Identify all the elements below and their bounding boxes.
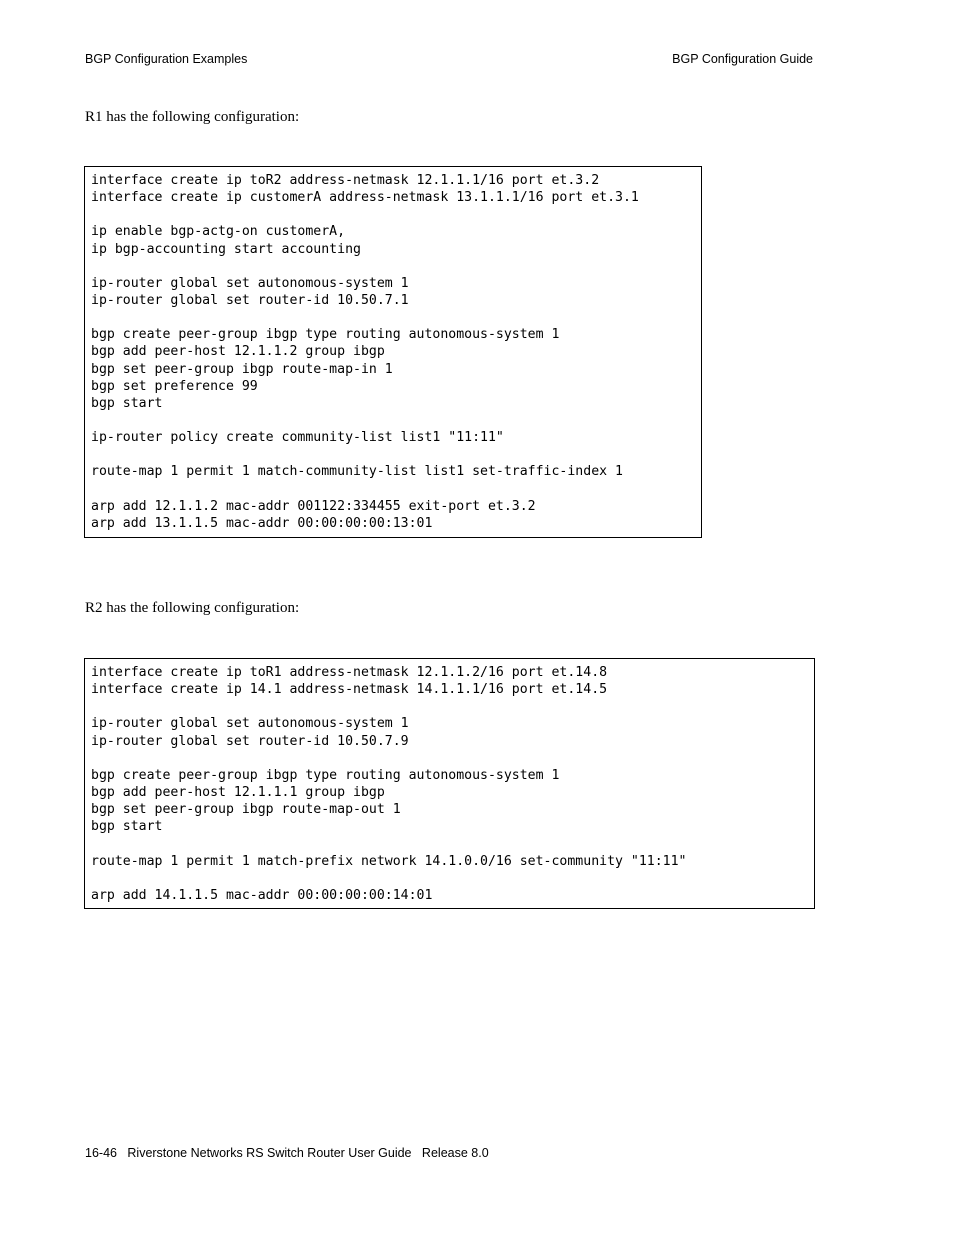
code-line: route-map 1 permit 1 match-community-list list1 set-traffic-index 1	[91, 464, 623, 480]
r1-config-code-block	[84, 166, 702, 538]
code-line	[91, 835, 814, 852]
code-line	[91, 481, 701, 498]
code-line	[91, 258, 701, 275]
page-footer: 16-46 Riverstone Networks RS Switch Router User Guide Release 8.0	[85, 1146, 489, 1160]
code-line: interface create ip customerA address-netmask 13.1.1.1/16 port et.3.1	[91, 190, 639, 206]
code-line: ip-router global set autonomous-system 1	[91, 716, 409, 732]
code-line: ip-router global set router-id 10.50.7.9	[91, 733, 409, 749]
code-line	[91, 446, 701, 463]
code-line: bgp add peer-host 12.1.1.1 group ibgp	[91, 784, 385, 800]
code-line: ip bgp-accounting start accounting	[91, 241, 361, 257]
r2-config-code-block	[84, 658, 815, 909]
code-line: route-map 1 permit 1 match-prefix network 14.1.0.0/16 set-community "11:11"	[91, 853, 687, 869]
code-line	[91, 309, 701, 326]
code-line: bgp set peer-group ibgp route-map-in 1	[91, 361, 393, 377]
code-line: bgp start	[91, 395, 163, 411]
r1-intro-text: R1 has the following configuration:	[85, 109, 300, 125]
code-line: bgp start	[91, 819, 163, 835]
code-line: interface create ip 14.1 address-netmask 14.1.1.1/16 port et.14.5	[91, 682, 608, 698]
code-line	[91, 870, 814, 887]
code-line	[91, 750, 814, 767]
code-line	[91, 206, 701, 223]
code-line: bgp create peer-group ibgp type routing autonomous-system 1	[91, 767, 560, 783]
code-line	[91, 412, 701, 429]
r2-intro-text: R2 has the following configuration:	[85, 600, 300, 616]
code-line: interface create ip toR1 address-netmask 12.1.1.2/16 port et.14.8	[91, 665, 608, 680]
code-line: ip-router global set router-id 10.50.7.1	[91, 292, 409, 308]
running-header-right: BGP Configuration Guide	[672, 52, 813, 66]
code-line	[91, 698, 814, 715]
code-line: arp add 13.1.1.5 mac-addr 00:00:00:00:13:01	[91, 515, 433, 531]
code-line: bgp create peer-group ibgp type routing autonomous-system 1	[91, 327, 560, 343]
code-line: bgp add peer-host 12.1.1.2 group ibgp	[91, 344, 385, 360]
code-line: ip-router global set autonomous-system 1	[91, 275, 409, 291]
running-header-left: BGP Configuration Examples	[85, 52, 248, 66]
code-line: interface create ip toR2 address-netmask 12.1.1.1/16 port et.3.2	[91, 173, 600, 188]
code-line: arp add 14.1.1.5 mac-addr 00:00:00:00:14:01	[91, 887, 433, 903]
code-line: bgp set preference 99	[91, 378, 258, 394]
code-line: ip-router policy create community-list list1 "11:11"	[91, 430, 504, 446]
code-line: ip enable bgp-actg-on customerA,	[91, 224, 346, 240]
code-line: bgp set peer-group ibgp route-map-out 1	[91, 802, 401, 818]
code-line: arp add 12.1.1.2 mac-addr 001122:334455 exit-port et.3.2	[91, 498, 536, 514]
